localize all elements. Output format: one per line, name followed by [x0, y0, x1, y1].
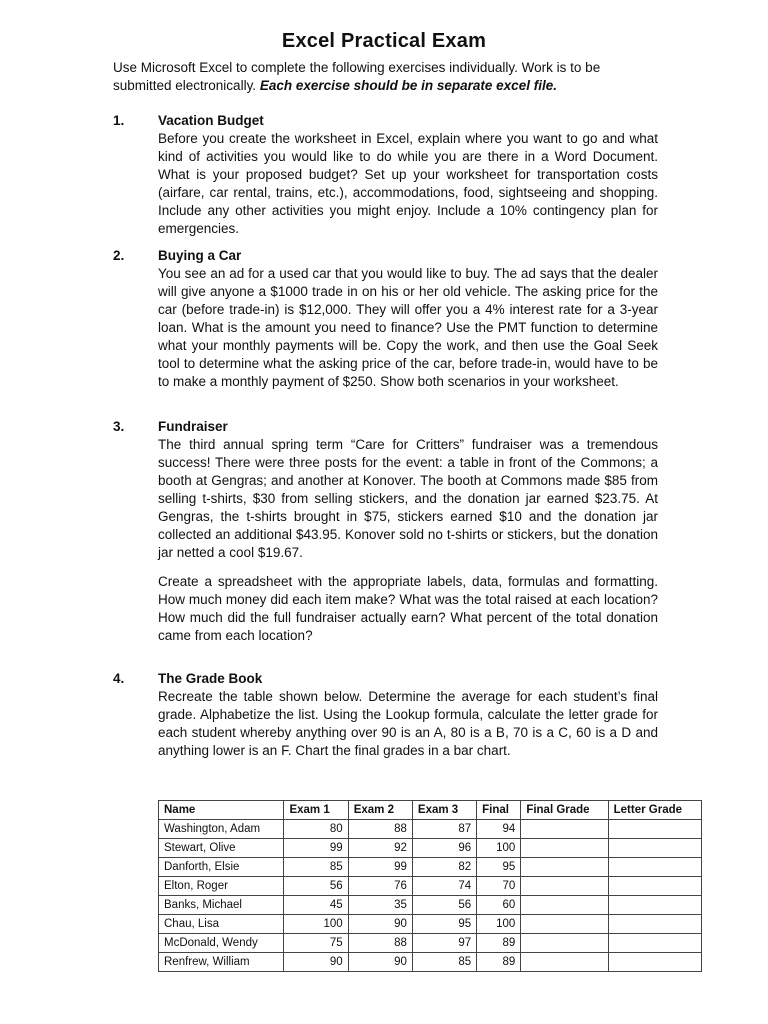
- student-name-cell: Chau, Lisa: [159, 915, 284, 934]
- table-cell: [608, 953, 701, 972]
- table-cell: 99: [284, 839, 348, 858]
- table-cell: [521, 858, 608, 877]
- table-cell: 95: [412, 915, 476, 934]
- section-paragraph: You see an ad for a used car that you would like to buy. The ad says that the dealer will give anyone a $1000 trade in on his or her old vehicle. The asking price for the car (before trade-in) is $12,000. They will offer you a 4% interest rate for a 3-year loan. What is the amount you need to finance? Use the PMT function to determine what your monthly payments will be. Copy the work, and then use the Goal Seek tool to determine what the asking price of the car, before trade-in, would have to be to make a monthly payment of $250. Show both scenarios in your worksheet.: [158, 266, 658, 389]
- table-cell: 60: [477, 896, 521, 915]
- table-cell: 96: [412, 839, 476, 858]
- student-name-cell: Washington, Adam: [159, 820, 284, 839]
- table-cell: 100: [477, 915, 521, 934]
- page-title: Excel Practical Exam: [281, 30, 487, 52]
- section-heading: The Grade Book: [158, 671, 263, 686]
- table-header-row: [159, 801, 702, 820]
- table-cell: [608, 858, 701, 877]
- table-cell: 90: [348, 915, 412, 934]
- intro-paragraph: [113, 59, 658, 95]
- section-paragraph: The third annual spring term “Care for Critters” fundraiser was a tremendous success! There were three posts for the event: a table in front of the Commons; a booth at Gengras; and another at Konover. The booth at Commons made $85 from selling t-shirts, $30 from selling stickers, and the donation jar earned $23.75. At Gengras, the t-shirts brought in $75, stickers earned $10 and the donation jar collected an additional $43.95. Konover sold no t-shirts or stickers, but the donation jar netted a cool $19.67.: [158, 437, 658, 560]
- table-cell: [521, 820, 608, 839]
- section-heading: Fundraiser: [158, 419, 228, 434]
- table-cell: [521, 877, 608, 896]
- column-header: Exam 2: [348, 801, 412, 820]
- table-cell: 90: [348, 953, 412, 972]
- table-cell: 92: [348, 839, 412, 858]
- table-cell: 75: [284, 934, 348, 953]
- section-number: 3.: [113, 419, 125, 434]
- section-heading: Vacation Budget: [158, 113, 264, 128]
- table-row: [159, 915, 702, 934]
- table-cell: [608, 877, 701, 896]
- table-cell: 99: [348, 858, 412, 877]
- table-cell: 89: [477, 934, 521, 953]
- section-fundraiser: [113, 418, 658, 645]
- table-row: [159, 858, 702, 877]
- table-cell: [521, 915, 608, 934]
- table-cell: 97: [412, 934, 476, 953]
- table-row: [159, 953, 702, 972]
- table-cell: 82: [412, 858, 476, 877]
- table-cell: [521, 839, 608, 858]
- table-cell: 85: [412, 953, 476, 972]
- student-name-cell: Banks, Michael: [159, 896, 284, 915]
- column-header: Name: [159, 801, 284, 820]
- table-cell: [521, 896, 608, 915]
- student-name-cell: Renfrew, William: [159, 953, 284, 972]
- table-cell: 95: [477, 858, 521, 877]
- table-cell: 85: [284, 858, 348, 877]
- table-cell: [608, 820, 701, 839]
- intro-emphasis: Each exercise should be in separate excel file.: [259, 78, 557, 93]
- section-paragraph: Create a spreadsheet with the appropriate labels, data, formulas and formatting. How much money did each item make? What was the total raised at each location? How much did the full fundraiser actually earn? What percent of the total donation came from each location?: [158, 574, 658, 643]
- table-cell: 87: [412, 820, 476, 839]
- column-header: Exam 3: [412, 801, 476, 820]
- column-header: Exam 1: [284, 801, 348, 820]
- table-row: [159, 839, 702, 858]
- table-cell: 56: [284, 877, 348, 896]
- section-grade-book: [113, 670, 658, 760]
- column-header: Final Grade: [521, 801, 608, 820]
- table-row: [159, 877, 702, 896]
- section-heading: Buying a Car: [158, 248, 242, 263]
- table-cell: 35: [348, 896, 412, 915]
- column-header: Letter Grade: [608, 801, 701, 820]
- table-cell: 100: [477, 839, 521, 858]
- table-cell: [608, 896, 701, 915]
- section-paragraph: Before you create the worksheet in Excel, explain where you want to go and what kind of activities you would like to do while you are there in a Word Document. What is your proposed budget? Set up your worksheet for transportation costs (airfare, car rental, trains, etc.), accommodations, food, sightseeing and shopping. Include any other activities you might enjoy. Include a 10% contingency plan for emergencies.: [158, 131, 658, 236]
- table-cell: 89: [477, 953, 521, 972]
- table-cell: [608, 915, 701, 934]
- section-number: 1.: [113, 113, 125, 128]
- student-name-cell: McDonald, Wendy: [159, 934, 284, 953]
- student-name-cell: Stewart, Olive: [159, 839, 284, 858]
- table-cell: 90: [284, 953, 348, 972]
- section-vacation-budget: [113, 112, 658, 238]
- table-cell: 88: [348, 820, 412, 839]
- student-name-cell: Danforth, Elsie: [159, 858, 284, 877]
- section-number: 4.: [113, 671, 125, 686]
- table-cell: 94: [477, 820, 521, 839]
- table-row: [159, 820, 702, 839]
- table-row: [159, 934, 702, 953]
- table-cell: [608, 934, 701, 953]
- table-cell: [521, 953, 608, 972]
- table-cell: 80: [284, 820, 348, 839]
- column-header: Final: [477, 801, 521, 820]
- table-cell: [521, 934, 608, 953]
- section-number: 2.: [113, 248, 125, 263]
- table-cell: 56: [412, 896, 476, 915]
- table-cell: 76: [348, 877, 412, 896]
- section-paragraph: Recreate the table shown below. Determine the average for each student’s final grade. Alphabetize the list. Using the Lookup formula, calculate the letter grade for each student whereby anything over 90 is an A, 80 is a B, 70 is a C, 60 is a D and anything lower is an F. Chart the final grades in a bar chart.: [158, 689, 658, 758]
- intro-text: Use Microsoft Excel to complete the following exercises individually. Work is to be submitted electronically.: [113, 60, 601, 93]
- table-cell: 74: [412, 877, 476, 896]
- table-cell: 70: [477, 877, 521, 896]
- student-name-cell: Elton, Roger: [159, 877, 284, 896]
- table-cell: 88: [348, 934, 412, 953]
- table-cell: 100: [284, 915, 348, 934]
- table-cell: 45: [284, 896, 348, 915]
- grade-table: [158, 800, 702, 972]
- table-row: [159, 896, 702, 915]
- table-cell: [608, 839, 701, 858]
- section-buying-a-car: [113, 247, 658, 391]
